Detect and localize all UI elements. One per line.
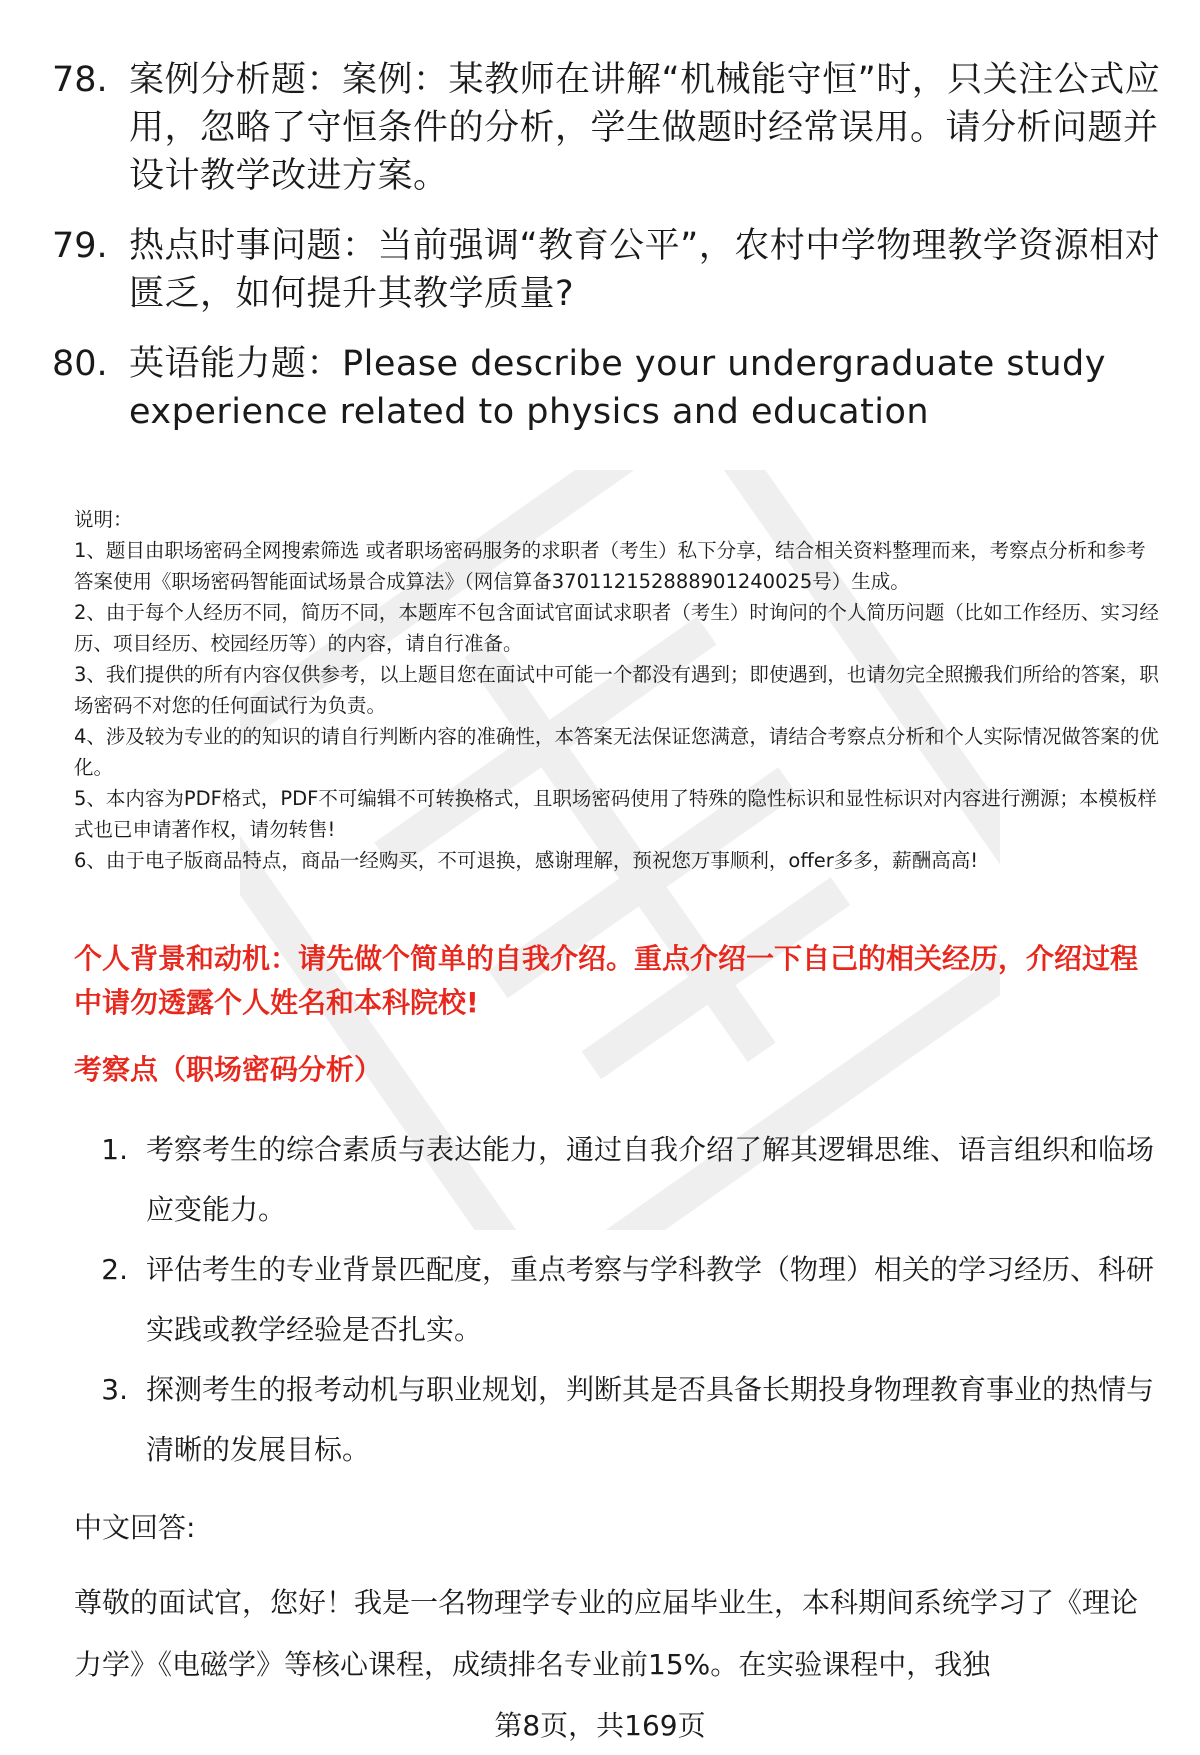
question-item bbox=[52, 222, 1162, 318]
note-item: 6、由于电子版商品特点，商品一经购买，不可退换，感谢理解，预祝您万事顺利，offer多多，薪酬高高! bbox=[74, 849, 979, 872]
interview-question-heading: 个人背景和动机：请先做个简单的自我介绍。重点介绍一下自己的相关经历，介绍过程中请勿透露个人姓名和本科院校! bbox=[74, 942, 1139, 1019]
note-item: 1、题目由职场密码全网搜索筛选 或者职场密码服务的求职者（考生）私下分享，结合相关资料整理而来，考察点分析和参考答案使用《职场密码智能面试场景合成算法》（网信算备370112152888901240025号）生成。 bbox=[74, 539, 1146, 593]
note-item: 3、我们提供的所有内容仅供参考，以上题目您在面试中可能一个都没有遇到；即使遇到，也请勿完全照搬我们所给的答案，职场密码不对您的任何面试行为负责。 bbox=[74, 663, 1159, 717]
question-number: 78. bbox=[52, 60, 108, 100]
point-text: 探测考生的报考动机与职业规划，判断其是否具备长期投身物理教育事业的热情与清晰的发展目标。 bbox=[146, 1373, 1155, 1466]
answer-label: 中文回答: bbox=[74, 1511, 196, 1544]
point-number: 3. bbox=[101, 1373, 128, 1406]
disclaimer-notes bbox=[74, 504, 1164, 876]
answer-text: 尊敬的面试官，您好！我是一名物理学专业的应届毕业生，本科期间系统学习了《理论力学》《电磁学》等核心课程，成绩排名专业前15%。在实验课程中，我独 bbox=[74, 1586, 1139, 1681]
note-item: 2、由于每个人经历不同，简历不同，本题库不包含面试官面试求职者（考生）时询问的个人简历问题（比如工作经历、实习经历、项目经历、校园经历等）的内容，请自行准备。 bbox=[74, 601, 1159, 655]
point-number: 2. bbox=[101, 1253, 128, 1286]
page-footer: 第8页，共169页 bbox=[494, 1709, 706, 1742]
question-number: 80. bbox=[52, 344, 108, 384]
question-item bbox=[52, 56, 1162, 200]
note-item: 4、涉及较为专业的的知识的请自行判断内容的准确性，本答案无法保证您满意，请结合考察点分析和个人实际情况做答案的优化。 bbox=[74, 725, 1159, 779]
assessment-point bbox=[74, 1360, 1164, 1480]
assessment-point bbox=[74, 1240, 1164, 1360]
question-text: 英语能力题：Please describe your undergraduate study experience related to physics and education bbox=[129, 344, 1106, 432]
question-number: 79. bbox=[52, 226, 108, 266]
question-text: 案例分析题：案例：某教师在讲解“机械能守恒”时，只关注公式应用，忽略了守恒条件的分析，学生做题时经常误用。请分析问题并设计教学改进方案。 bbox=[129, 60, 1161, 196]
question-text: 热点时事问题：当前强调“教育公平”，农村中学物理教学资源相对匮乏，如何提升其教学质量? bbox=[129, 226, 1161, 314]
notes-title: 说明： bbox=[74, 508, 133, 531]
point-text: 考察考生的综合素质与表达能力，通过自我介绍了解其逻辑思维、语言组织和临场应变能力。 bbox=[146, 1133, 1155, 1226]
point-number: 1. bbox=[101, 1133, 128, 1166]
point-text: 评估考生的专业背景匹配度，重点考察与学科教学（物理）相关的学习经历、科研实践或教学经验是否扎实。 bbox=[146, 1253, 1155, 1346]
assessment-points-list bbox=[74, 1120, 1164, 1480]
question-item bbox=[52, 340, 1162, 436]
question-list bbox=[52, 56, 1162, 458]
assessment-points-heading: 考察点（职场密码分析） bbox=[74, 1053, 383, 1086]
note-item: 5、本内容为PDF格式，PDF不可编辑不可转换格式，且职场密码使用了特殊的隐性标识和显性标识对内容进行溯源；本模板样式也已申请著作权，请勿转售! bbox=[74, 787, 1157, 841]
assessment-point bbox=[74, 1120, 1164, 1240]
